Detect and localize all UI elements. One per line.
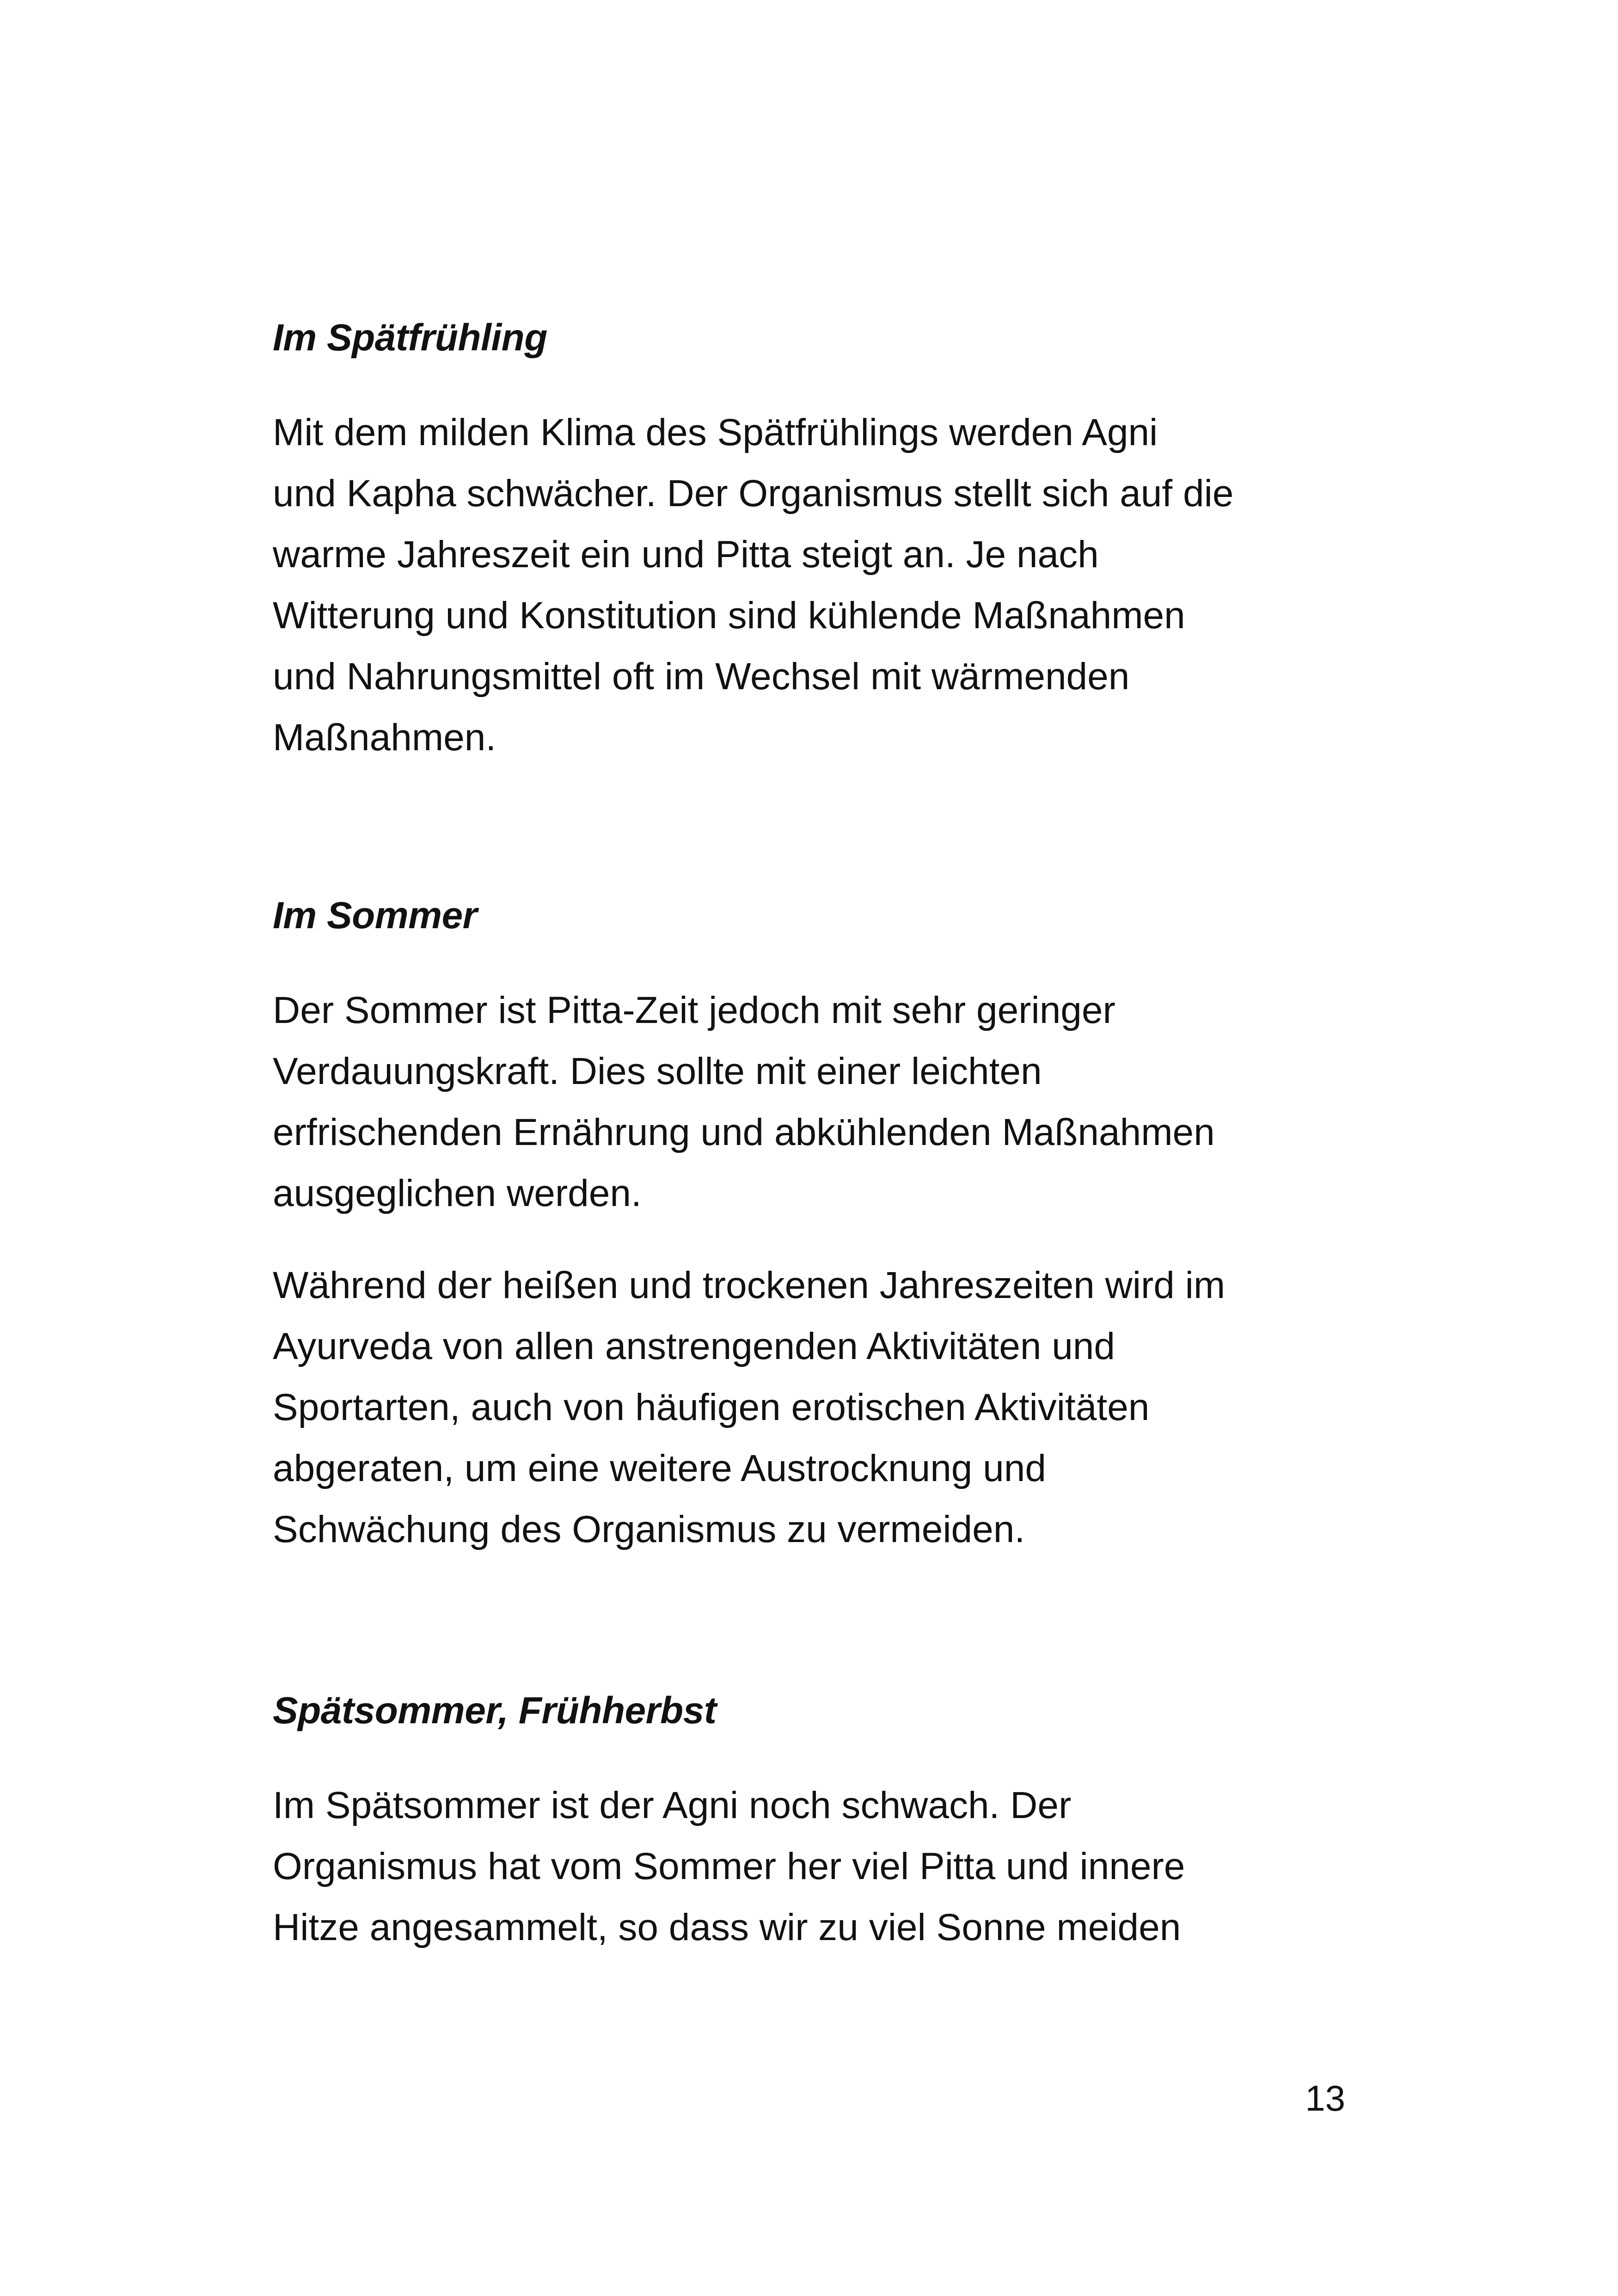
- text-line: Während der heißen und trockenen Jahreszeiten wird im: [273, 1264, 1226, 1306]
- paragraph: [273, 402, 1382, 768]
- section-heading: Spätsommer, Frühherbst: [273, 1690, 717, 1732]
- text-line: Hitze angesammelt, so dass wir zu viel Sonne meiden: [273, 1906, 1181, 1948]
- text-line: Sportarten, auch von häufigen erotischen Aktivitäten: [273, 1386, 1150, 1428]
- page-number: 13: [1305, 2078, 1345, 2118]
- section-heading: Im Spätfrühling: [273, 317, 547, 359]
- section-heading: Im Sommer: [273, 894, 478, 937]
- paragraph: [273, 1255, 1382, 1560]
- text-line: Ayurveda von allen anstrengenden Aktivitäten und: [273, 1325, 1115, 1367]
- text-line: ausgeglichen werden.: [273, 1172, 642, 1214]
- text-line: erfrischenden Ernährung und abkühlenden Maßnahmen: [273, 1111, 1215, 1153]
- text-line: Der Sommer ist Pitta-Zeit jedoch mit sehr geringer: [273, 989, 1115, 1031]
- text-line: Mit dem milden Klima des Spätfrühlings werden Agni: [273, 411, 1158, 453]
- text-line: warme Jahreszeit ein und Pitta steigt an. Je nach: [273, 533, 1099, 576]
- text-line: Schwächung des Organismus zu vermeiden.: [273, 1508, 1025, 1550]
- paragraph: [273, 980, 1382, 1224]
- text-line: und Kapha schwächer. Der Organismus stellt sich auf die: [273, 472, 1234, 514]
- text-line: Witterung und Konstitution sind kühlende Maßnahmen: [273, 594, 1185, 637]
- text-line: Verdauungskraft. Dies sollte mit einer leichten: [273, 1050, 1042, 1092]
- text-line: Organismus hat vom Sommer her viel Pitta und innere: [273, 1845, 1185, 1887]
- paragraph: [273, 1775, 1382, 1958]
- text-line: und Nahrungsmittel oft im Wechsel mit wärmenden: [273, 655, 1130, 698]
- text-line: Maßnahmen.: [273, 716, 496, 759]
- text-line: abgeraten, um eine weitere Austrocknung und: [273, 1447, 1046, 1489]
- text-line: Im Spätsommer ist der Agni noch schwach. Der: [273, 1784, 1072, 1826]
